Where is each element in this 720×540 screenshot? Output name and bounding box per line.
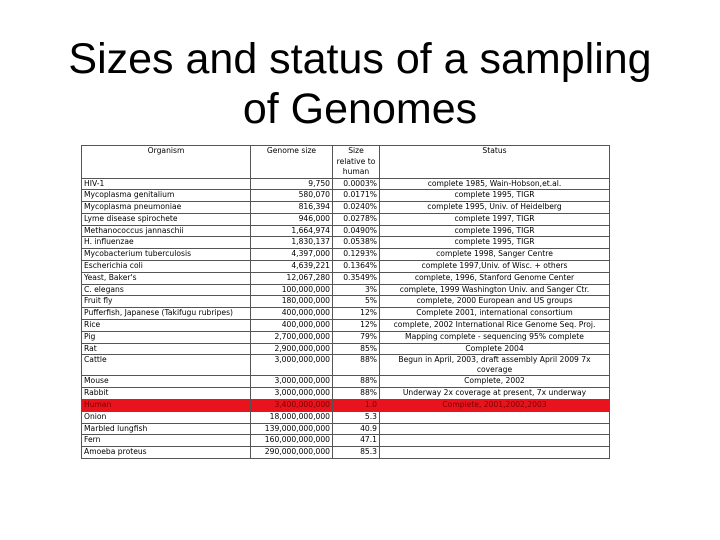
cell-organism: Rat	[82, 343, 251, 355]
table-row	[82, 284, 610, 296]
cell-genome-size: 400,000,000	[251, 320, 333, 332]
cell-genome-size: 12,067,280	[251, 272, 333, 284]
cell-genome-size: 139,000,000,000	[251, 423, 333, 435]
cell-genome-size: 4,397,000	[251, 249, 333, 261]
cell-genome-size: 946,000	[251, 213, 333, 225]
cell-status: Complete 2001, international consortium	[380, 308, 610, 320]
cell-organism: Mycobacterium tuberculosis	[82, 249, 251, 261]
table-row	[82, 296, 610, 308]
table-body	[82, 178, 610, 459]
cell-genome-size: 3,000,000,000	[251, 355, 333, 376]
cell-genome-size: 180,000,000	[251, 296, 333, 308]
table-row	[82, 411, 610, 423]
table-row	[82, 261, 610, 273]
cell-status: complete 1995, Univ. of Heidelberg	[380, 202, 610, 214]
slide-title	[0, 34, 720, 134]
table-row	[82, 202, 610, 214]
cell-organism: Onion	[82, 411, 251, 423]
table-row	[82, 308, 610, 320]
table-row	[82, 190, 610, 202]
cell-genome-size: 4,639,221	[251, 261, 333, 273]
cell-status: Mapping complete - sequencing 95% complete	[380, 331, 610, 343]
cell-genome-size: 2,900,000,000	[251, 343, 333, 355]
cell-genome-size: 1,664,974	[251, 225, 333, 237]
table-row	[82, 249, 610, 261]
cell-organism: Yeast, Baker's	[82, 272, 251, 284]
cell-status: Complete, 2002	[380, 376, 610, 388]
cell-relative-size: 0.0278%	[333, 213, 380, 225]
cell-genome-size: 9,750	[251, 178, 333, 190]
cell-relative-size: 88%	[333, 388, 380, 400]
cell-relative-size: 85%	[333, 343, 380, 355]
cell-relative-size: 88%	[333, 355, 380, 376]
slide-title-line-1: Sizes and status of a sampling	[68, 35, 652, 83]
cell-relative-size: 5.3	[333, 411, 380, 423]
cell-status: complete 1995, TIGR	[380, 190, 610, 202]
cell-organism: Marbled lungfish	[82, 423, 251, 435]
table-row	[82, 213, 610, 225]
cell-organism: Fruit fly	[82, 296, 251, 308]
cell-status	[380, 423, 610, 435]
table-row	[82, 178, 610, 190]
cell-genome-size: 3,000,000,000	[251, 376, 333, 388]
cell-status	[380, 411, 610, 423]
table-row	[82, 400, 610, 412]
cell-status: complete 1995, TIGR	[380, 237, 610, 249]
cell-organism: HIV-1	[82, 178, 251, 190]
cell-relative-size: 47.1	[333, 435, 380, 447]
cell-relative-size: 0.3549%	[333, 272, 380, 284]
cell-organism: Fern	[82, 435, 251, 447]
table-row	[82, 331, 610, 343]
cell-status: complete, 2000 European and US groups	[380, 296, 610, 308]
header-status: Status	[380, 146, 610, 179]
cell-relative-size: 12%	[333, 308, 380, 320]
cell-status: complete 1996, TIGR	[380, 225, 610, 237]
cell-status: Complete, 2001,2002,2003	[380, 400, 610, 412]
cell-status: Complete 2004	[380, 343, 610, 355]
cell-status: complete, 1996, Stanford Genome Center	[380, 272, 610, 284]
cell-organism: Rabbit	[82, 388, 251, 400]
cell-organism: Pufferfish, Japanese (Takifugu rubripes)	[82, 308, 251, 320]
table-row	[82, 343, 610, 355]
cell-status	[380, 447, 610, 459]
cell-genome-size: 18,000,000,000	[251, 411, 333, 423]
cell-organism: Methanococcus jannaschii	[82, 225, 251, 237]
cell-status: complete 1997,Univ. of Wisc. + others	[380, 261, 610, 273]
cell-genome-size: 400,000,000	[251, 308, 333, 320]
cell-organism: Mouse	[82, 376, 251, 388]
header-relative-size: Size relative to human	[333, 146, 380, 179]
cell-relative-size: 0.0003%	[333, 178, 380, 190]
cell-organism: Cattle	[82, 355, 251, 376]
cell-organism: H. influenzae	[82, 237, 251, 249]
cell-genome-size: 160,000,000,000	[251, 435, 333, 447]
table-row	[82, 376, 610, 388]
cell-status: Begun in April, 2003, draft assembly April 2009 7x coverage	[380, 355, 610, 376]
cell-relative-size: 0.0538%	[333, 237, 380, 249]
cell-relative-size: 0.1293%	[333, 249, 380, 261]
cell-organism: Rice	[82, 320, 251, 332]
cell-organism: Mycoplasma pneumoniae	[82, 202, 251, 214]
cell-status: complete 1998, Sanger Centre	[380, 249, 610, 261]
cell-genome-size: 2,700,000,000	[251, 331, 333, 343]
cell-genome-size: 290,000,000,000	[251, 447, 333, 459]
cell-organism: Lyme disease spirochete	[82, 213, 251, 225]
cell-relative-size: 3%	[333, 284, 380, 296]
table-row	[82, 447, 610, 459]
table-header-row	[82, 146, 610, 179]
cell-genome-size: 3,000,000,000	[251, 388, 333, 400]
cell-relative-size: 5%	[333, 296, 380, 308]
table-row	[82, 435, 610, 447]
cell-genome-size: 580,070	[251, 190, 333, 202]
table-row	[82, 423, 610, 435]
cell-relative-size: 12%	[333, 320, 380, 332]
slide-title-line-2: of Genomes	[242, 85, 478, 133]
table-row	[82, 355, 610, 376]
cell-relative-size: 0.0490%	[333, 225, 380, 237]
cell-relative-size: 88%	[333, 376, 380, 388]
cell-organism: Pig	[82, 331, 251, 343]
cell-status: complete 1997, TIGR	[380, 213, 610, 225]
cell-status: Underway 2x coverage at present, 7x underway	[380, 388, 610, 400]
table-row	[82, 388, 610, 400]
cell-genome-size: 1,830,137	[251, 237, 333, 249]
cell-relative-size: 40.9	[333, 423, 380, 435]
table-row	[82, 225, 610, 237]
table-row	[82, 320, 610, 332]
table-row	[82, 272, 610, 284]
cell-relative-size: 85.3	[333, 447, 380, 459]
cell-relative-size: 0.0240%	[333, 202, 380, 214]
cell-organism: Human	[82, 400, 251, 412]
cell-relative-size: 79%	[333, 331, 380, 343]
cell-organism: Amoeba proteus	[82, 447, 251, 459]
cell-status: complete 1985, Wain-Hobson,et.al.	[380, 178, 610, 190]
cell-relative-size: 0.1364%	[333, 261, 380, 273]
table-row	[82, 237, 610, 249]
cell-genome-size: 3,400,000,000	[251, 400, 333, 412]
cell-status	[380, 435, 610, 447]
cell-genome-size: 100,000,000	[251, 284, 333, 296]
cell-organism: C. elegans	[82, 284, 251, 296]
cell-relative-size: 1.0	[333, 400, 380, 412]
cell-organism: Escherichia coli	[82, 261, 251, 273]
header-organism: Organism	[82, 146, 251, 179]
cell-status: complete, 1999 Washington Univ. and Sanger Ctr.	[380, 284, 610, 296]
genome-table	[81, 145, 610, 459]
cell-organism: Mycoplasma genitalium	[82, 190, 251, 202]
cell-genome-size: 816,394	[251, 202, 333, 214]
header-genome-size: Genome size	[251, 146, 333, 179]
cell-status: complete, 2002 International Rice Genome Seq. Proj.	[380, 320, 610, 332]
cell-relative-size: 0.0171%	[333, 190, 380, 202]
